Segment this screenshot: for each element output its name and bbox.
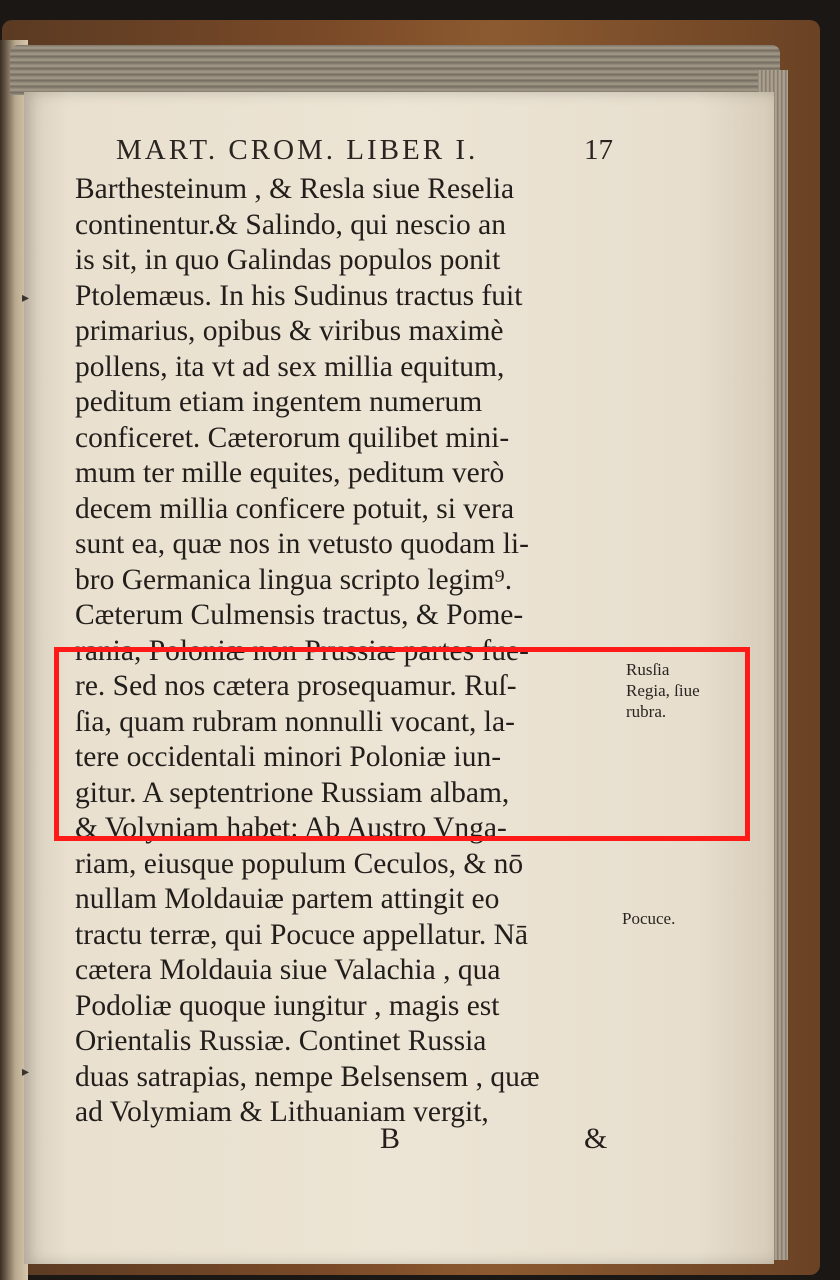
text-line: tractu terræ, qui Pocuce appellatur. Nā <box>75 918 528 951</box>
text-line: mum ter mille equites, peditum verò <box>75 457 505 489</box>
margin-mark: ▸ <box>22 291 30 306</box>
margin-note-line: Regia, ſiue <box>626 681 700 700</box>
text-line: riam, eiusque populum Ceculos, & nō <box>75 847 524 880</box>
text-line: Podoliæ quoque iungitur , magis est <box>75 989 500 1022</box>
text-line: Cæterum Culmensis tractus, & Pome- <box>75 599 524 631</box>
margin-note-pocuce: Pocuce. <box>622 909 676 928</box>
text-line: continentur.& Salindo, qui nescio an <box>75 208 506 241</box>
text-line: pollens, ita vt ad sex millia equitum, <box>75 350 505 383</box>
text-line: ſia, quam rubram nonnulli vocant, la- <box>75 705 515 738</box>
text-line: & Volyniam habet: Ab Austro Vnga- <box>75 812 507 844</box>
highlight-box <box>54 647 750 841</box>
text-line: sunt ea, quæ nos in vetusto quodam li- <box>75 528 529 560</box>
page-number: 17 <box>584 134 613 166</box>
margin-note-line: Rusſia <box>626 660 670 679</box>
text-line: Barthesteinum , & Resla siue Reselia <box>75 173 515 205</box>
margin-mark: ▸ <box>22 1065 30 1080</box>
text-line: re. Sed nos cætera prosequamur. Ruſ- <box>75 670 517 702</box>
signature-mark: B <box>380 1122 401 1155</box>
text-line: tere occidentali minori Poloniæ iun- <box>75 741 502 773</box>
top-page-edges <box>10 45 780 95</box>
catchword: & <box>584 1122 608 1155</box>
text-line: Orientalis Russiæ. Continet Russia <box>75 1025 487 1057</box>
text-line: cætera Moldauia siue Valachia , qua <box>75 954 501 986</box>
text-line: duas satrapias, nempe Belsensem , quæ <box>75 1060 540 1093</box>
text-line: Ptolemæus. In his Sudinus tractus fuit <box>75 279 523 312</box>
margin-note-line: rubra. <box>626 702 667 721</box>
header-title: MART. CROM. LIBER I. <box>116 134 479 166</box>
text-line: bro Germanica lingua scripto legim⁹. <box>75 563 513 596</box>
text-line: decem millia conficere potuit, si vera <box>75 492 515 525</box>
text-line: gitur. A septentrione Russiam albam, <box>75 776 510 809</box>
running-header <box>116 134 636 174</box>
text-line: conficeret. Cæterorum quilibet mini- <box>75 421 510 454</box>
text-line: ad Volymiam & Lithuaniam vergit, <box>75 1096 489 1128</box>
text-line: nullam Moldauiæ partem attingit eo <box>75 883 500 915</box>
text-line: primarius, opibus & viribus maximè <box>75 315 504 347</box>
text-line: is sit, in quo Galindas populos ponit <box>75 244 501 276</box>
text-line: rania, Poloniæ non Prussiæ partes fue- <box>75 634 529 667</box>
text-line: peditum etiam ingentem numerum <box>75 386 483 418</box>
